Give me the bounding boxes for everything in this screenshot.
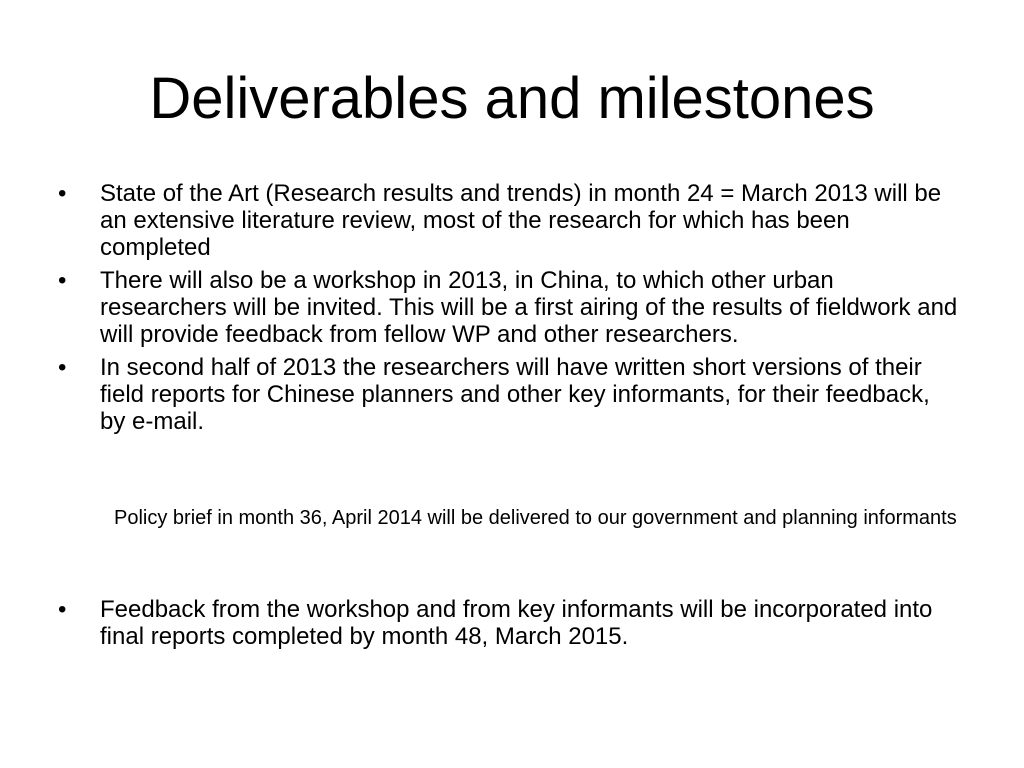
bullet-dot-icon: • bbox=[58, 596, 67, 623]
bullet-item bbox=[58, 180, 958, 261]
slide-title: Deliverables and milestones bbox=[149, 66, 875, 131]
bullet-item bbox=[58, 354, 958, 435]
bullet-item bbox=[58, 596, 958, 650]
bullet-dot-icon: • bbox=[58, 180, 67, 207]
bullet-item bbox=[58, 267, 958, 348]
bullet-list bbox=[58, 180, 958, 441]
bullet-text: State of the Art (Research results and trends) in month 24 = March 2013 will be an extensive literature review, most of the research for which has been completed bbox=[100, 180, 942, 261]
bullet-text: There will also be a workshop in 2013, in China, to which other urban researchers will be invited. This will be a first airing of the results of fieldwork and will provide feedback from fellow WP and other researchers. bbox=[100, 267, 958, 348]
bullet-text: Feedback from the workshop and from key informants will be incorporated into final reports completed by month 48, March 2015. bbox=[100, 596, 933, 650]
final-bullet-list bbox=[58, 596, 958, 656]
bullet-text: In second half of 2013 the researchers will have written short versions of their field reports for Chinese planners and other key informants, for their feedback, by e-mail. bbox=[100, 354, 930, 435]
bullet-dot-icon: • bbox=[58, 267, 67, 294]
policy-brief-note: Policy brief in month 36, April 2014 will be delivered to our government and planning informants bbox=[114, 507, 957, 529]
bullet-dot-icon: • bbox=[58, 354, 67, 381]
